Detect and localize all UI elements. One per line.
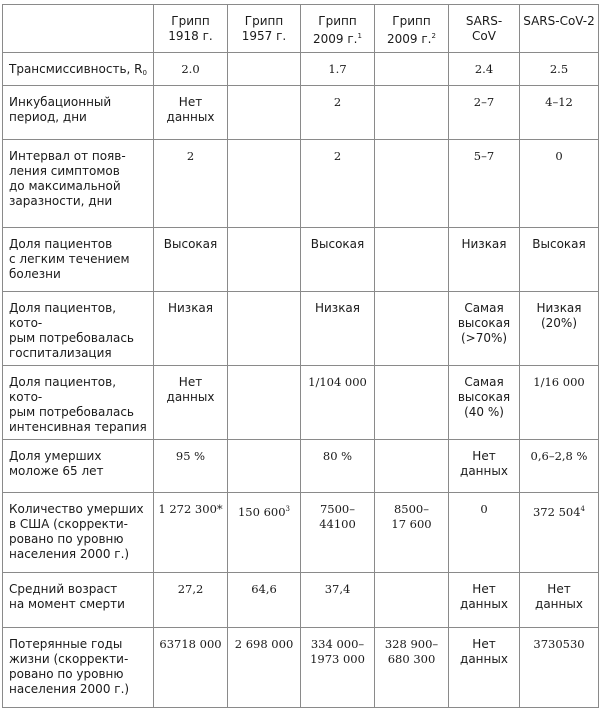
table-cell: [375, 292, 449, 366]
col-header-flu-2009-b: Грипп 2009 г.$^2$: [375, 5, 449, 53]
corner-cell: [3, 5, 154, 53]
row-label: Потерянные годы жизни (скорректи- ровано по уровню населения 2000 г.): [3, 628, 154, 708]
table-cell: [375, 440, 449, 493]
table-cell: 1.7: [301, 53, 375, 86]
col-header-sars-cov-2: SARS-CoV-2: [520, 5, 599, 53]
table-row: [3, 292, 599, 366]
table-cell: Высокая: [301, 228, 375, 292]
row-label: Доля умерших моложе 65 лет: [3, 440, 154, 493]
row-label: Доля пациентов, кото- рым потребовалась интенсивная терапия: [3, 366, 154, 440]
table-row: [3, 53, 599, 86]
table-cell: Нет данных: [154, 366, 228, 440]
table-cell: 64,6: [228, 573, 301, 628]
table-cell: [375, 366, 449, 440]
table-cell: [228, 86, 301, 140]
col-header-flu-2009-a: Грипп 2009 г.$^1$: [301, 5, 375, 53]
table-cell: 1 272 300*: [154, 493, 228, 573]
table-row: [3, 228, 599, 292]
table-cell: [228, 366, 301, 440]
table-cell: 0,6–2,8 %: [520, 440, 599, 493]
table-cell: 2.5: [520, 53, 599, 86]
table-cell: Низкая (20%): [520, 292, 599, 366]
table-cell: [228, 53, 301, 86]
table-cell: Нет данных: [449, 573, 520, 628]
table-cell: Самая высокая (40 %): [449, 366, 520, 440]
table-row: [3, 493, 599, 573]
row-label: Трансмиссивность, $R_0$: [3, 53, 154, 86]
table-cell: 2: [301, 86, 375, 140]
table-cell: Нет данных: [449, 440, 520, 493]
table-cell: 5–7: [449, 140, 520, 228]
table-cell: [228, 228, 301, 292]
table-cell: Низкая: [301, 292, 375, 366]
table-cell: 2–7: [449, 86, 520, 140]
table-cell: Нет данных: [449, 628, 520, 708]
row-label: Интервал от появ- ления симптомов до максимальной заразности, дни: [3, 140, 154, 228]
table-cell: 8500– 17 600: [375, 493, 449, 573]
table-cell: 80 %: [301, 440, 375, 493]
table-cell: 4–12: [520, 86, 599, 140]
table-row: [3, 366, 599, 440]
footnote-mark: 2: [431, 32, 436, 40]
table-cell: [375, 140, 449, 228]
col-header-flu-1957: Грипп 1957 г.: [228, 5, 301, 53]
table-cell: [375, 228, 449, 292]
table-cell: 0: [520, 140, 599, 228]
header-row: [3, 5, 599, 53]
table-cell: 0: [449, 493, 520, 573]
table-cell: Низкая: [154, 292, 228, 366]
table-cell: Нет данных: [154, 86, 228, 140]
col-header-sars-cov: SARS- CoV: [449, 5, 520, 53]
table-cell: 334 000– 1973 000: [301, 628, 375, 708]
table-row: [3, 628, 599, 708]
table-cell: 328 900– 680 300: [375, 628, 449, 708]
table-cell: 37,4: [301, 573, 375, 628]
table-cell: 150 $600^3$: [228, 493, 301, 573]
table-cell: 2: [154, 140, 228, 228]
row-label: Доля пациентов с легким течением болезни: [3, 228, 154, 292]
row-label: Инкубационный период, дни: [3, 86, 154, 140]
table-cell: Низкая: [449, 228, 520, 292]
table-row: [3, 140, 599, 228]
table-cell: [375, 573, 449, 628]
table-cell: 2 698 000: [228, 628, 301, 708]
table-cell: [375, 53, 449, 86]
table-cell: Самая высокая (>70%): [449, 292, 520, 366]
pandemic-comparison-table: [2, 4, 599, 708]
table-cell: 1/104 000: [301, 366, 375, 440]
row-label: Доля пациентов, кото- рым потребовалась госпитализация: [3, 292, 154, 366]
table-cell: 372 $504^4$: [520, 493, 599, 573]
footnote-mark: 4: [580, 505, 586, 513]
row-label: Средний возраст на момент смерти: [3, 573, 154, 628]
table-cell: Высокая: [520, 228, 599, 292]
table-cell: [228, 292, 301, 366]
table-cell: 2.4: [449, 53, 520, 86]
table-cell: 27,2: [154, 573, 228, 628]
table-cell: [228, 140, 301, 228]
table-cell: 63718 000: [154, 628, 228, 708]
table-row: [3, 440, 599, 493]
table-cell: 3730530: [520, 628, 599, 708]
subscript-zero: 0: [142, 69, 147, 77]
table-cell: Высокая: [154, 228, 228, 292]
footnote-mark: 1: [357, 32, 362, 40]
table-cell: 2: [301, 140, 375, 228]
col-header-flu-1918: Грипп 1918 г.: [154, 5, 228, 53]
table-cell: 95 %: [154, 440, 228, 493]
table-cell: [375, 86, 449, 140]
row-label: Количество умерших в США (скорректи- ровано по уровню населения 2000 г.): [3, 493, 154, 573]
table-cell: 1/16 000: [520, 366, 599, 440]
table-cell: [228, 440, 301, 493]
footnote-mark: 3: [285, 505, 291, 513]
table-row: [3, 86, 599, 140]
table-row: [3, 573, 599, 628]
table-cell: Нет данных: [520, 573, 599, 628]
table-cell: 2.0: [154, 53, 228, 86]
table-cell: 7500– 44100: [301, 493, 375, 573]
